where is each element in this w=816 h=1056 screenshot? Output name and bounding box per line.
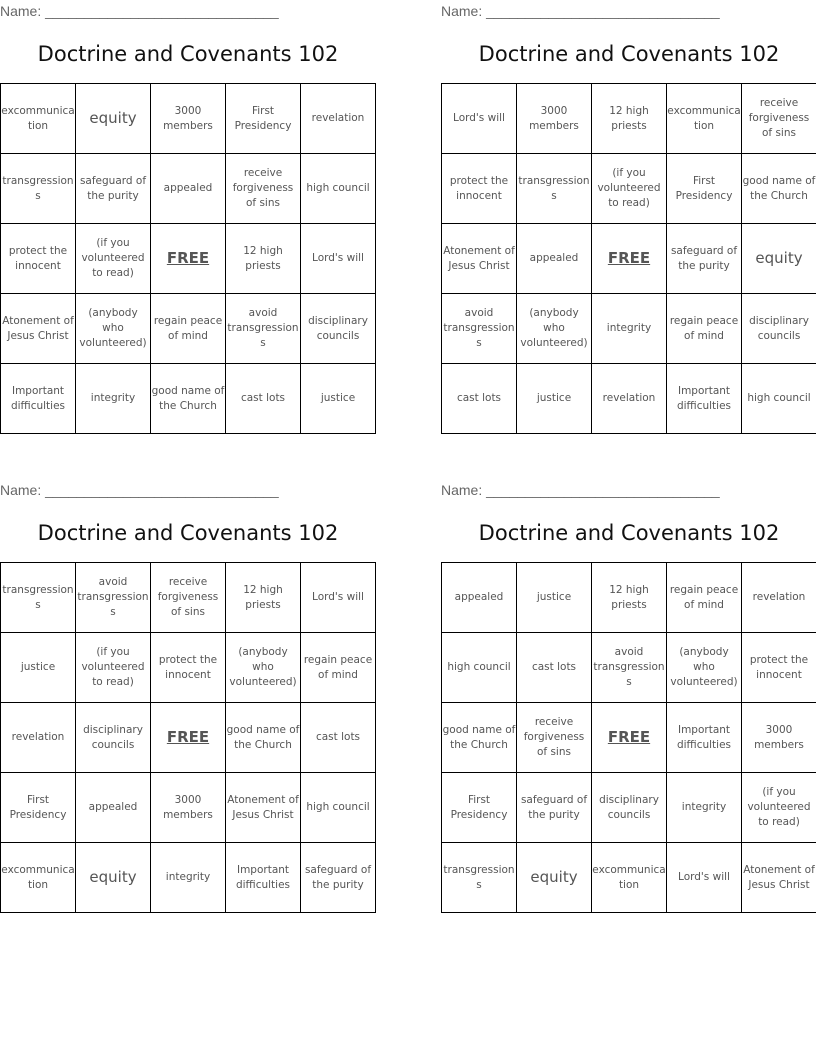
bingo-cell: good name of the Church [442, 703, 517, 773]
bingo-cell: protect the innocent [742, 633, 816, 703]
bingo-cell: 12 high priests [592, 563, 667, 633]
bingo-cell: First Presidency [667, 154, 742, 224]
bingo-cell: 3000 members [151, 773, 226, 843]
bingo-cell: Lord's will [667, 843, 742, 913]
bingo-cell: regain peace of mind [667, 294, 742, 364]
free-space: FREE [151, 703, 226, 773]
bingo-row [1, 364, 376, 434]
bingo-cell: regain peace of mind [151, 294, 226, 364]
name-field: Name: ______________________________ [0, 3, 279, 19]
bingo-cell: excommunication [1, 84, 76, 154]
bingo-cell: Important difficulties [226, 843, 301, 913]
bingo-row [442, 633, 816, 703]
bingo-cell: receive forgiveness of sins [517, 703, 592, 773]
bingo-cell: safeguard of the purity [667, 224, 742, 294]
bingo-cell: Important difficulties [667, 364, 742, 434]
bingo-cell: justice [517, 364, 592, 434]
bingo-cell: 12 high priests [226, 224, 301, 294]
bingo-cell: justice [1, 633, 76, 703]
bingo-row [442, 84, 816, 154]
bingo-cell: disciplinary councils [76, 703, 151, 773]
bingo-cell: equity [76, 843, 151, 913]
bingo-cell: high council [301, 154, 376, 224]
bingo-cell: Atonement of Jesus Christ [1, 294, 76, 364]
free-space: FREE [151, 224, 226, 294]
bingo-cell: good name of the Church [226, 703, 301, 773]
bingo-grid [441, 83, 816, 434]
bingo-cell: high council [742, 364, 816, 434]
bingo-cell: 3000 members [742, 703, 816, 773]
bingo-cell: justice [301, 364, 376, 434]
bingo-cell: appealed [151, 154, 226, 224]
bingo-cell: avoid transgressions [442, 294, 517, 364]
bingo-cell: high council [442, 633, 517, 703]
bingo-row [442, 294, 816, 364]
name-field: Name: ______________________________ [441, 3, 720, 19]
bingo-cell: integrity [76, 364, 151, 434]
bingo-cell: First Presidency [1, 773, 76, 843]
bingo-cell: 3000 members [151, 84, 226, 154]
bingo-row [1, 703, 376, 773]
bingo-cell: regain peace of mind [667, 563, 742, 633]
bingo-cell: good name of the Church [151, 364, 226, 434]
bingo-cell: good name of the Church [742, 154, 816, 224]
bingo-cell: appealed [442, 563, 517, 633]
bingo-grid [0, 562, 376, 913]
bingo-grid [0, 83, 376, 434]
bingo-cell: equity [517, 843, 592, 913]
bingo-cell: transgressions [1, 563, 76, 633]
bingo-cell: (if you volunteered to read) [76, 224, 151, 294]
bingo-cell: Atonement of Jesus Christ [442, 224, 517, 294]
bingo-row [1, 773, 376, 843]
bingo-cell: Lord's will [301, 563, 376, 633]
bingo-cell: protect the innocent [1, 224, 76, 294]
bingo-cell: Atonement of Jesus Christ [742, 843, 816, 913]
bingo-cell: revelation [301, 84, 376, 154]
bingo-cell: (if you volunteered to read) [592, 154, 667, 224]
bingo-cell: transgressions [1, 154, 76, 224]
bingo-cell: disciplinary councils [742, 294, 816, 364]
bingo-cell: integrity [151, 843, 226, 913]
bingo-row [442, 224, 816, 294]
free-space: FREE [592, 703, 667, 773]
bingo-row [442, 843, 816, 913]
bingo-row [1, 843, 376, 913]
bingo-cell: receive forgiveness of sins [151, 563, 226, 633]
bingo-row [442, 154, 816, 224]
bingo-cell: revelation [1, 703, 76, 773]
bingo-cell: high council [301, 773, 376, 843]
bingo-cell: First Presidency [442, 773, 517, 843]
bingo-cell: appealed [517, 224, 592, 294]
bingo-cell: Atonement of Jesus Christ [226, 773, 301, 843]
bingo-cell: Important difficulties [1, 364, 76, 434]
bingo-cell: (anybody who volunteered) [517, 294, 592, 364]
free-space: FREE [592, 224, 667, 294]
bingo-cell: protect the innocent [151, 633, 226, 703]
bingo-cell: (if you volunteered to read) [76, 633, 151, 703]
bingo-cell: excommunication [1, 843, 76, 913]
bingo-cell: 3000 members [517, 84, 592, 154]
bingo-row [442, 703, 816, 773]
bingo-cell: (anybody who volunteered) [226, 633, 301, 703]
bingo-cell: 12 high priests [592, 84, 667, 154]
bingo-row [442, 563, 816, 633]
bingo-grid [441, 562, 816, 913]
bingo-cell: cast lots [442, 364, 517, 434]
bingo-cell: Lord's will [301, 224, 376, 294]
bingo-row [1, 84, 376, 154]
bingo-cell: (anybody who volunteered) [667, 633, 742, 703]
bingo-cell: equity [742, 224, 816, 294]
bingo-cell: safeguard of the purity [301, 843, 376, 913]
bingo-cell: receive forgiveness of sins [226, 154, 301, 224]
bingo-cell: cast lots [301, 703, 376, 773]
bingo-cell: transgressions [442, 843, 517, 913]
bingo-row [1, 563, 376, 633]
bingo-cell: (anybody who volunteered) [76, 294, 151, 364]
bingo-cell: protect the innocent [442, 154, 517, 224]
bingo-cell: safeguard of the purity [76, 154, 151, 224]
bingo-cell: integrity [667, 773, 742, 843]
bingo-row [1, 224, 376, 294]
card-title: Doctrine and Covenants 102 [478, 521, 780, 545]
bingo-cell: justice [517, 563, 592, 633]
bingo-cell: revelation [592, 364, 667, 434]
bingo-cell: safeguard of the purity [517, 773, 592, 843]
bingo-cell: 12 high priests [226, 563, 301, 633]
bingo-row [1, 294, 376, 364]
bingo-cell: excommunication [592, 843, 667, 913]
name-field: Name: ______________________________ [441, 482, 720, 498]
card-title: Doctrine and Covenants 102 [478, 42, 780, 66]
bingo-cell: regain peace of mind [301, 633, 376, 703]
bingo-row [1, 633, 376, 703]
bingo-cell: cast lots [517, 633, 592, 703]
bingo-cell: equity [76, 84, 151, 154]
card-title: Doctrine and Covenants 102 [37, 42, 339, 66]
bingo-cell: Important difficulties [667, 703, 742, 773]
bingo-cell: First Presidency [226, 84, 301, 154]
bingo-cell: transgressions [517, 154, 592, 224]
bingo-row [442, 364, 816, 434]
bingo-cell: appealed [76, 773, 151, 843]
bingo-row [1, 154, 376, 224]
bingo-cell: excommunication [667, 84, 742, 154]
bingo-row [442, 773, 816, 843]
bingo-cell: cast lots [226, 364, 301, 434]
bingo-cell: integrity [592, 294, 667, 364]
bingo-cell: revelation [742, 563, 816, 633]
bingo-cell: disciplinary councils [301, 294, 376, 364]
bingo-cell: avoid transgressions [592, 633, 667, 703]
bingo-cell: Lord's will [442, 84, 517, 154]
card-title: Doctrine and Covenants 102 [37, 521, 339, 545]
name-field: Name: ______________________________ [0, 482, 279, 498]
bingo-cell: disciplinary councils [592, 773, 667, 843]
bingo-cell: avoid transgressions [76, 563, 151, 633]
bingo-cell: receive forgiveness of sins [742, 84, 816, 154]
bingo-cell: (if you volunteered to read) [742, 773, 816, 843]
bingo-cell: avoid transgressions [226, 294, 301, 364]
